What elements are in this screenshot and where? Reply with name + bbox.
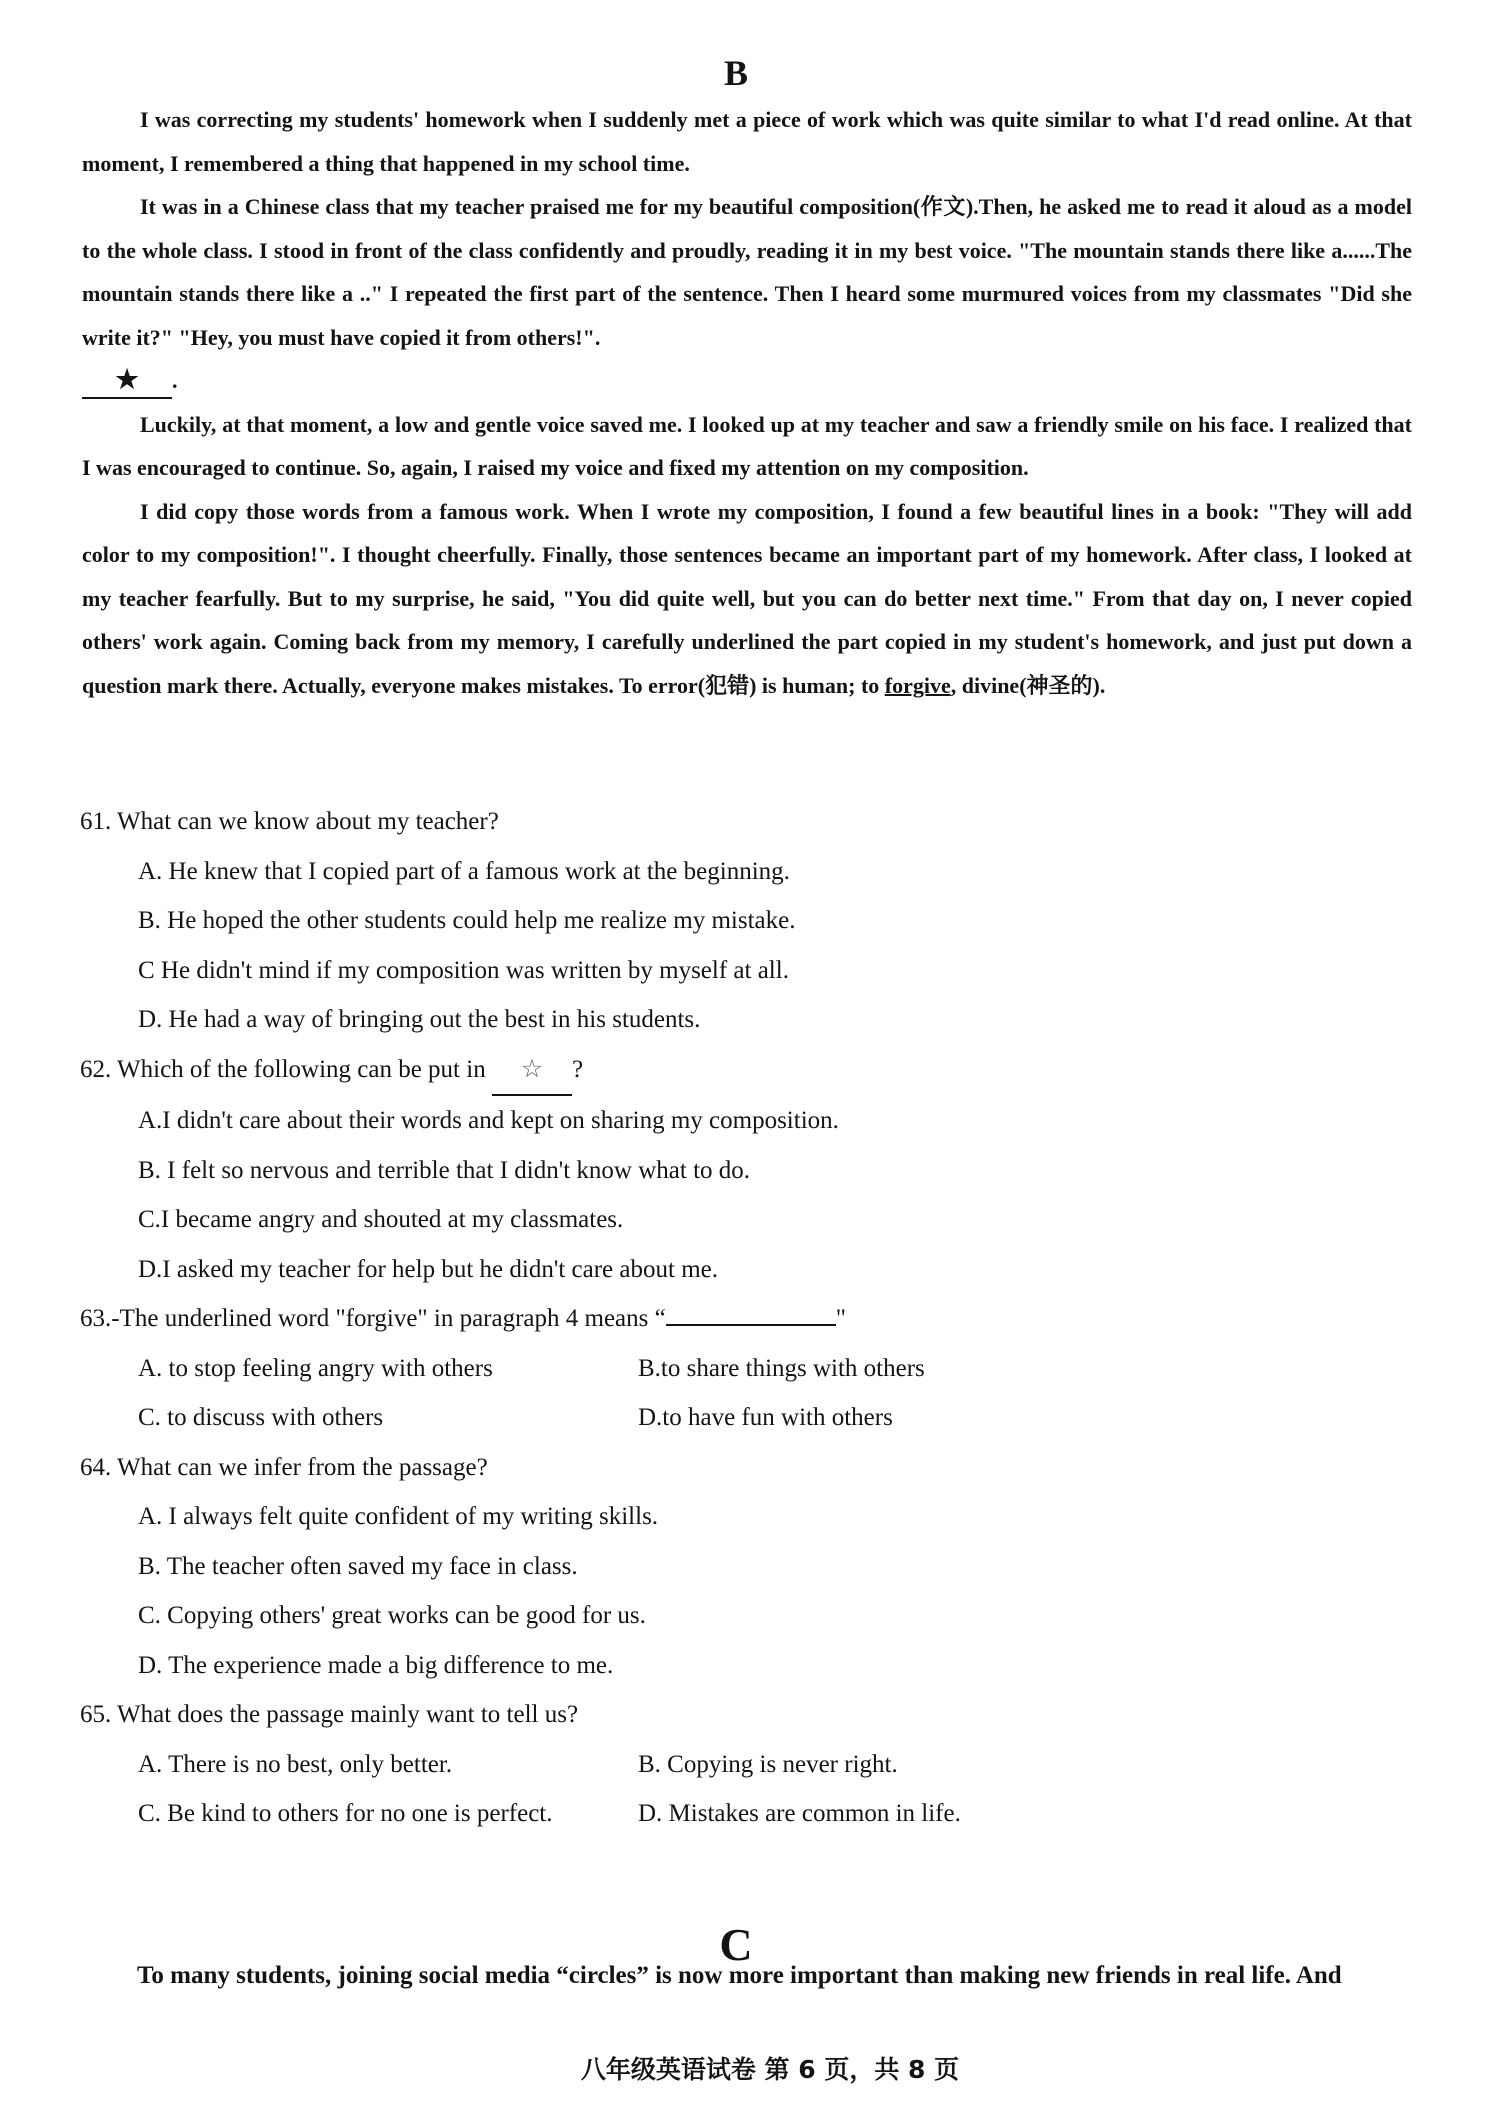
option-c: C He didn't mind if my composition was written by myself at all.	[138, 956, 789, 984]
option-row	[80, 1393, 1420, 1443]
question-62	[80, 1045, 1420, 1295]
option-row	[80, 1344, 1420, 1394]
paragraph-4-text: I did copy those words from a famous work. When I wrote my composition, I found a few beautiful lines in a book: "They will add color to my composition!". I thought cheerfully. Finally, those sentences became an important part of my homework. After class, I looked at my teacher fearfully. But to my surprise, he said, "You did quite well, but you can do better next time." From that day on, I never copied others' work again. Coming back from my memory, I carefully underlined the part copied in my student's homework, and just put down a question mark there. Actually, everyone makes mistakes. To error(犯错) is human; to	[82, 498, 1412, 698]
answer-blank	[666, 1324, 836, 1326]
option-a: A. He knew that I copied part of a famous work at the beginning.	[138, 857, 790, 885]
underlined-word-forgive: forgive	[884, 672, 951, 698]
stem-end: ?	[571, 1055, 584, 1083]
option-a: A. There is no best, only better.	[138, 1750, 453, 1778]
option-a: A. to stop feeling angry with others	[138, 1354, 493, 1382]
section-b-heading: B	[723, 53, 748, 93]
option-c: C. to discuss with others	[138, 1404, 384, 1431]
option-b: B. Copying is never right.	[638, 1750, 898, 1778]
question-list	[80, 797, 1420, 1839]
question-63	[80, 1294, 1420, 1443]
reading-passage-b	[82, 98, 1412, 707]
option-a: A. I always felt quite confident of my writing skills.	[138, 1503, 659, 1530]
option-d: D.to have fun with others	[638, 1404, 893, 1431]
option-c: C. Be kind to others for no one is perfect.	[138, 1800, 553, 1827]
option-a: A.I didn't care about their words and kept on sharing my composition.	[138, 1107, 839, 1134]
paragraph-4-ending: , divine(神圣的).	[950, 672, 1106, 698]
stem-text: 63.-The underlined word "forgive" in paragraph 4 means “	[80, 1305, 666, 1332]
star-outline-icon: ☆	[492, 1045, 572, 1097]
page-footer: 八年级英语试卷 第 6 页，共 8 页	[580, 2055, 960, 2084]
question-65	[80, 1690, 1420, 1839]
option-b: B. I felt so nervous and terrible that I didn't know what to do.	[138, 1156, 751, 1184]
option-b: B.to share things with others	[638, 1354, 925, 1382]
question-64	[80, 1443, 1420, 1691]
question-61	[80, 797, 1420, 1045]
option-c: C.I became angry and shouted at my classmates.	[138, 1206, 624, 1233]
star-blank	[82, 363, 172, 399]
passage-paragraph-2	[82, 185, 1412, 359]
option-row	[80, 1789, 1420, 1839]
paragraph-2-text: It was in a Chinese class that my teacher praised me for my beautiful composition(作文).Then, he asked me to read it aloud as a model to the whole class. I stood in front of the class confidently and proudly, reading it in my best voice. "The mountain stands there like a......The mountain stands there like a .." I repeated the first part of the sentence. Then I heard some murmured voices from my classmates "Did she write it?" "Hey, you must have copied it from others!".	[82, 194, 1412, 350]
option-row	[80, 1740, 1420, 1790]
question-stem	[80, 1045, 1420, 1097]
option-d: D. Mistakes are common in life.	[638, 1800, 961, 1827]
stem-text: 62. Which of the following can be put in	[80, 1055, 486, 1083]
section-c-heading: C	[719, 1919, 753, 1970]
option-b: B. He hoped the other students could help me realize my mistake.	[138, 907, 796, 934]
stem-end: "	[835, 1305, 846, 1332]
section-c-intro: To many students, joining social media “circles” is now more important than making new friends in real life. And	[137, 1962, 1342, 1989]
star-icon: ★	[115, 365, 139, 394]
option-d: D. The experience made a big difference to me.	[138, 1651, 614, 1679]
option-d: D. He had a way of bringing out the best in his students.	[138, 1006, 701, 1033]
question-stem: 64. What can we infer from the passage?	[80, 1453, 488, 1481]
passage-paragraph-1: I was correcting my students' homework when I suddenly met a piece of work which was quite similar to what I'd read online. At that moment, I remembered a thing that happened in my school time.	[82, 107, 1412, 176]
passage-paragraph-4	[82, 490, 1412, 708]
question-stem: 61. What can we know about my teacher?	[80, 808, 499, 835]
option-d: D.I asked my teacher for help but he didn't care about me.	[138, 1255, 718, 1283]
question-stem	[80, 1294, 1420, 1344]
star-blank-line: ★ .	[82, 359, 1412, 403]
option-c: C. Copying others' great works can be good for us.	[138, 1602, 646, 1629]
option-b: B. The teacher often saved my face in class.	[138, 1552, 578, 1580]
passage-paragraph-3: Luckily, at that moment, a low and gentle voice saved me. I looked up at my teacher and saw a friendly smile on his face. I realized that I was encouraged to continue. So, again, I raised my voice and fixed my attention on my composition.	[82, 411, 1412, 480]
question-stem: 65. What does the passage mainly want to tell us?	[80, 1701, 579, 1728]
